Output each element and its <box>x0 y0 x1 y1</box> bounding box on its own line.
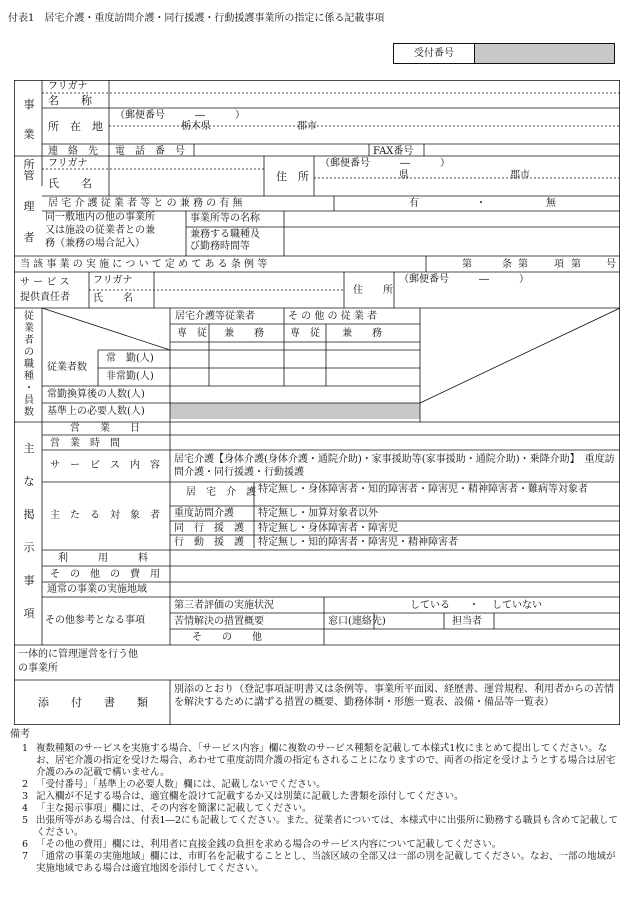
regulation-label: 当 該 事 業 の 実 施 に つ い て 定 め て あ る 条 例 等 <box>20 259 268 270</box>
reg-item: 号 <box>606 259 616 270</box>
receipt-box <box>393 43 615 64</box>
business-hours-label: 営 業 時 間 <box>50 438 120 449</box>
integrated-label-1: 一体的に管理運営を行う他 <box>18 649 138 660</box>
manager-section-label: 管 理 者 <box>23 169 35 244</box>
note-item: 1 複数種類のサービスを実施する場合、「サービス内容」欄に複数のサービス種類を記載して本様式1枚にまとめて提出してください。なお、居宅介護の指定を受けた場合、あわせて重度訪問介護の指定もされることになりますので、両者の指定を受けようとする場合は居宅介護のみの記載で構いません。 <box>22 743 616 778</box>
reference-label: その他参考となる事項 <box>45 615 145 626</box>
application-form <box>14 80 620 725</box>
office-city: 郡市 <box>297 121 317 132</box>
target-behavior: 行 動 援 護 <box>174 537 244 548</box>
target-home-care: 居 宅 介 護 <box>186 487 256 498</box>
other-label: そ の 他 <box>192 632 262 643</box>
care-fulltime-header: 専 従 <box>177 328 207 339</box>
evaluation-label: 第三者評価の実施状況 <box>174 600 274 611</box>
target-accompany: 同 行 援 護 <box>174 523 244 534</box>
office-address-label: 所 在 地 <box>48 120 103 133</box>
office-contact-label: 連 絡 先 <box>48 146 98 157</box>
business-days-label: 営 業 日 <box>70 423 140 434</box>
target-label: 主 た る 対 象 者 <box>50 510 160 521</box>
provider-label-1: サ ー ビ ス <box>20 277 70 288</box>
other-office-label-1: 同一敷地内の他の事業所 <box>45 212 155 223</box>
other-office-label-2: 又は施設の従業者との兼 <box>45 225 155 236</box>
integrated-label-2: の事業所 <box>18 663 58 674</box>
manager-address-label: 住 所 <box>276 170 309 183</box>
reg-dai3: 第 <box>571 259 581 270</box>
note-item: 4 「主な掲示事項」欄には、その内容を簡潔に記載してください。 <box>22 803 312 814</box>
reg-dai: 第 <box>462 259 472 270</box>
notes-list <box>22 743 620 875</box>
provider-postal: （郵便番号 ― ） <box>399 274 529 285</box>
target-accompany-text: 特定無し・身体障害者・障害児 <box>258 523 398 534</box>
option-separator: ・ <box>469 600 479 611</box>
target-behavior-text: 特定無し・知的障害者・障害児・精神障害者 <box>258 537 458 548</box>
manager-furigana-label: フリガナ <box>48 158 88 169</box>
reg-clause: 項 <box>554 259 564 270</box>
regular-label: 常 勤(人) <box>106 353 154 364</box>
reg-article: 条 <box>502 259 512 270</box>
reg-dai2: 第 <box>518 259 528 270</box>
note-item: 2 「受付番号」「基準上の必要人数」欄には、記載しないでください。 <box>22 779 326 790</box>
notes-title: 備考 <box>10 729 30 740</box>
person-in-charge-label: 担当者 <box>452 616 482 627</box>
receipt-label: 受付番号 <box>394 44 475 63</box>
fte-label: 常勤換算後の人数(人) <box>47 389 145 400</box>
office-prefecture: 栃木県 <box>181 121 211 132</box>
service-area-label: 通常の事業の実施地域 <box>47 584 147 595</box>
evaluation-no-option[interactable]: していない <box>492 600 542 611</box>
other-dual-header: 兼 務 <box>342 328 382 339</box>
concurrent-role-label-1: 兼務する職種及 <box>190 229 260 240</box>
items-section-label: 主 な 掲 示 事 項 <box>23 442 35 620</box>
office-name-label: 名 称 <box>48 94 92 107</box>
page-title: 付表1 居宅介護・重度訪問介護・同行援護・行動援護事業所の指定に係る記載事項 <box>8 13 385 24</box>
complaint-label: 苦情解決の措置概要 <box>174 616 264 627</box>
fee-label: 利 用 料 <box>58 553 148 564</box>
service-label: サ ー ビ ス 内 容 <box>50 460 160 471</box>
attached-text: 別添のとおり（登記事項証明書又は条例等、事業所平面図、経歴書、運営規程、利用者からの苦情を解決するために講ずる措置の概要、勤務体制・形態一覧表、設備・備品等一覧表） <box>174 684 614 708</box>
office-fax-label: FAX番号 <box>373 146 414 157</box>
concurrent-yes-option[interactable]: 有 <box>409 198 419 209</box>
provider-furigana-label: フリガナ <box>93 275 133 286</box>
office-furigana-label: フリガナ <box>48 81 88 92</box>
attached-label: 添 付 書 類 <box>38 696 148 709</box>
office-section-label: 事 業 所 <box>23 98 35 171</box>
note-item: 3 記入欄が不足する場合は、適宜欄を設けて記載するか又は別葉に記載した書類を添付してください。 <box>22 791 464 802</box>
manager-name-label: 氏 名 <box>48 177 92 190</box>
target-severe-text: 特定無し・加算対象者以外 <box>258 508 378 519</box>
other-staff-header: そ の 他 の 従 業 者 <box>288 311 378 322</box>
concurrent-duty-label: 居 宅 介 護 従 業 者 等 と の 兼 務 の 有 無 <box>48 198 243 209</box>
option-separator: ・ <box>476 198 486 209</box>
care-staff-header: 居宅介護等従業者 <box>175 311 255 322</box>
evaluation-yes-option[interactable]: している <box>410 600 450 611</box>
other-office-name-label: 事業所等の名称 <box>190 213 260 224</box>
concurrent-no-option[interactable]: 無 <box>546 198 556 209</box>
staff-section-label: 従 業 者 の 職 種 ・ 員 数 <box>24 311 34 418</box>
service-text: 居宅介護【身体介護(身体介護・通院介助)・家事援助等(家事援助・通院介助)・乗降介助】 重度訪問介護・同行援護・行動援護 <box>174 454 615 478</box>
receipt-number-field[interactable] <box>475 44 614 63</box>
irregular-label: 非常勤(人) <box>106 371 154 382</box>
complaint-window-label: 窓口(連絡先) <box>328 616 386 627</box>
manager-city: 郡市 <box>510 170 530 181</box>
office-tel-label: 電 話 番 号 <box>115 146 185 157</box>
office-postal: （郵便番号 ― ） <box>115 110 245 121</box>
note-item: 7 「通常の事業の実施地域」欄には、市町名を記載することとし、当該区域の全部又は一部の別を記載してください。なお、一部の地域が実施地域である場合は適宜地図を添付してください。 <box>22 851 616 874</box>
other-fulltime-header: 専 従 <box>290 328 320 339</box>
target-severe: 重度訪問介護 <box>174 508 234 519</box>
note-item: 6 「その他の費用」欄には、利用者に直接金銭の負担を求める場合のサービス内容について記載してください。 <box>22 839 502 850</box>
care-dual-header: 兼 務 <box>224 328 264 339</box>
other-office-label-3: 務（兼務の場合記入） <box>45 238 145 249</box>
target-home-care-text: 特定無し・身体障害者・知的障害者・障害児・精神障害者・難病等対象者 <box>258 484 588 495</box>
manager-prefecture: 県 <box>399 170 409 181</box>
provider-address-label: 住 所 <box>353 285 393 296</box>
required-label: 基準上の必要人数(人) <box>47 406 145 417</box>
provider-name-label: 氏 名 <box>93 293 133 304</box>
staff-count-label: 従業者数 <box>47 362 87 373</box>
note-item: 5 出張所等がある場合は、付表1―2にも記載してください。また、従業者については、本様式中に出張所に勤務する職員も含めて記載してください。 <box>22 815 618 838</box>
concurrent-role-label-2: び勤務時間等 <box>190 241 250 252</box>
other-fee-label: そ の 他 の 費 用 <box>50 569 160 580</box>
manager-postal: （郵便番号 ― ） <box>320 158 450 169</box>
provider-label-2: 提供責任者 <box>20 292 70 303</box>
